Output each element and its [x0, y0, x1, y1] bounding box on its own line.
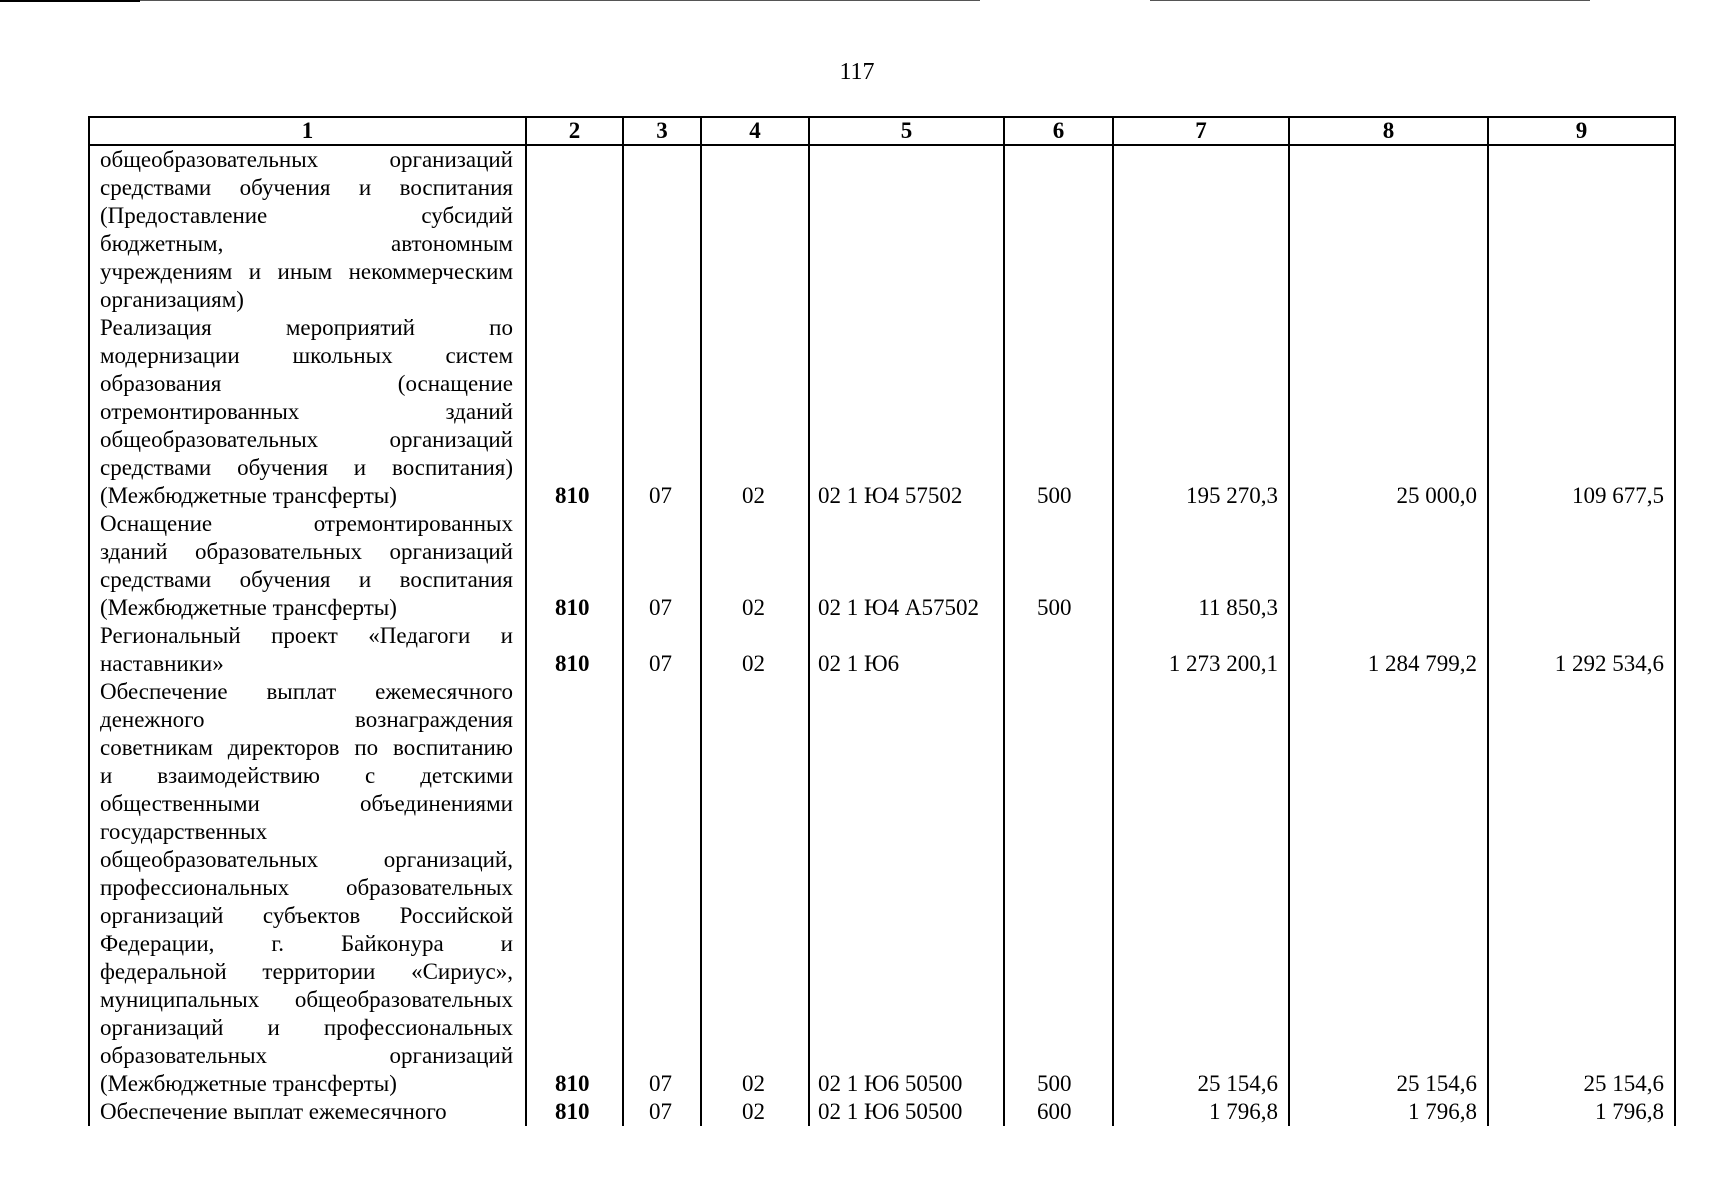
- table-header-row: [89, 117, 1675, 145]
- row-name-line: средствами обучения и воспитания): [100, 455, 513, 480]
- expense-type-cell: 500: [1004, 314, 1113, 510]
- amount-col9-cell: 1 796,8: [1488, 1098, 1675, 1126]
- section-code-cell: 07: [623, 314, 701, 510]
- row-name-line: образования (оснащение: [100, 371, 513, 396]
- row-name-line: государственных: [100, 819, 268, 844]
- row-name-line: Реализация мероприятий по: [100, 315, 513, 340]
- ministry-code-cell: 810: [526, 1098, 623, 1126]
- amount-col9-cell: 109 677,5: [1488, 314, 1675, 510]
- section-code-cell: [623, 145, 701, 314]
- row-name-line: средствами обучения и воспитания: [100, 567, 513, 592]
- target-article-cell: 02 1 Ю4 57502: [809, 314, 1004, 510]
- target-article-cell: 02 1 Ю4 А57502: [809, 510, 1004, 622]
- row-name-cell: [89, 1098, 526, 1126]
- table-row: [89, 314, 1675, 510]
- table-row: [89, 510, 1675, 622]
- row-name-line: организациям): [100, 287, 244, 312]
- amount-col8-cell: 1 796,8: [1289, 1098, 1488, 1126]
- row-name-line: Обеспечение выплат ежемесячного: [100, 679, 513, 704]
- row-name-line: и взаимодействию с детскими: [100, 763, 513, 788]
- ministry-code-cell: 810: [526, 510, 623, 622]
- column-header: 7: [1113, 117, 1289, 145]
- amount-col7-cell: [1113, 145, 1289, 314]
- column-header: 4: [701, 117, 809, 145]
- row-name-line: отремонтированных зданий: [100, 399, 513, 424]
- subsection-code-cell: 02: [701, 1098, 809, 1126]
- column-header: 1: [89, 117, 526, 145]
- table-row: [89, 1098, 1675, 1126]
- page-number: 117: [839, 59, 875, 85]
- row-name-line: общеобразовательных организаций: [100, 427, 513, 452]
- row-name-line: организаций и профессиональных: [100, 1015, 513, 1040]
- table-row: [89, 622, 1675, 678]
- row-name-line: Федерации, г. Байконура и: [100, 931, 513, 956]
- table-row: [89, 678, 1675, 1098]
- section-code-cell: 07: [623, 1098, 701, 1126]
- amount-col9-cell: 25 154,6: [1488, 678, 1675, 1098]
- section-code-cell: 07: [623, 622, 701, 678]
- amount-col8-cell: 25 154,6: [1289, 678, 1488, 1098]
- amount-col9-cell: [1488, 510, 1675, 622]
- column-header: 6: [1004, 117, 1113, 145]
- expense-type-cell: 500: [1004, 678, 1113, 1098]
- ministry-code-cell: 810: [526, 678, 623, 1098]
- row-name-line: общеобразовательных организаций,: [100, 847, 513, 872]
- row-name-line: модернизации школьных систем: [100, 343, 513, 368]
- row-name-cell: [89, 510, 526, 622]
- amount-col7-cell: 25 154,6: [1113, 678, 1289, 1098]
- amount-col9-cell: 1 292 534,6: [1488, 622, 1675, 678]
- ministry-code-cell: 810: [526, 622, 623, 678]
- row-name-line: (Межбюджетные трансферты): [100, 595, 397, 620]
- amount-col7-cell: 195 270,3: [1113, 314, 1289, 510]
- subsection-code-cell: 02: [701, 622, 809, 678]
- column-header: 2: [526, 117, 623, 145]
- column-header: 9: [1488, 117, 1675, 145]
- row-name-line: бюджетным, автономным: [100, 231, 513, 256]
- amount-col7-cell: 1 796,8: [1113, 1098, 1289, 1126]
- row-name-line: организаций субъектов Российской: [100, 903, 513, 928]
- amount-col8-cell: 25 000,0: [1289, 314, 1488, 510]
- expense-type-cell: 600: [1004, 1098, 1113, 1126]
- expense-type-cell: 500: [1004, 510, 1113, 622]
- target-article-cell: 02 1 Ю6 50500: [809, 678, 1004, 1098]
- row-name-line: учреждениям и иным некоммерческим: [100, 259, 513, 284]
- ministry-code-cell: [526, 145, 623, 314]
- amount-col7-cell: 11 850,3: [1113, 510, 1289, 622]
- subsection-code-cell: 02: [701, 314, 809, 510]
- row-name-line: образовательных организаций: [100, 1043, 513, 1068]
- section-code-cell: 07: [623, 678, 701, 1098]
- amount-col8-cell: [1289, 510, 1488, 622]
- row-name-cell: [89, 145, 526, 314]
- row-name-cell: [89, 622, 526, 678]
- row-name-line: муниципальных общеобразовательных: [100, 987, 513, 1012]
- row-name-line: профессиональных образовательных: [100, 875, 513, 900]
- subsection-code-cell: [701, 145, 809, 314]
- target-article-cell: 02 1 Ю6 50500: [809, 1098, 1004, 1126]
- row-name-line: (Предоставление субсидий: [100, 203, 513, 228]
- row-name-line: (Межбюджетные трансферты): [100, 1071, 397, 1096]
- row-name-line: (Межбюджетные трансферты): [100, 483, 397, 508]
- top-scan-rule: [0, 0, 140, 2]
- row-name-line: общеобразовательных организаций: [100, 147, 513, 172]
- amount-col8-cell: 1 284 799,2: [1289, 622, 1488, 678]
- row-name-cell: [89, 678, 526, 1098]
- row-name-line: Региональный проект «Педагоги и: [100, 623, 513, 648]
- expense-type-cell: [1004, 145, 1113, 314]
- target-article-cell: [809, 145, 1004, 314]
- subsection-code-cell: 02: [701, 678, 809, 1098]
- target-article-cell: 02 1 Ю6: [809, 622, 1004, 678]
- subsection-code-cell: 02: [701, 510, 809, 622]
- row-name-line: зданий образовательных организаций: [100, 539, 513, 564]
- amount-col8-cell: [1289, 145, 1488, 314]
- section-code-cell: 07: [623, 510, 701, 622]
- ministry-code-cell: 810: [526, 314, 623, 510]
- amount-col9-cell: [1488, 145, 1675, 314]
- table-body: [89, 145, 1675, 1126]
- row-name-line: средствами обучения и воспитания: [100, 175, 513, 200]
- row-name-line: федеральной территории «Сириус»,: [100, 959, 513, 984]
- row-name-line: Обеспечение выплат ежемесячного: [100, 1099, 447, 1124]
- column-header: 3: [623, 117, 701, 145]
- row-name-cell: [89, 314, 526, 510]
- expense-type-cell: [1004, 622, 1113, 678]
- top-scan-rule: [140, 0, 980, 1]
- top-scan-rule: [1150, 0, 1590, 1]
- amount-col7-cell: 1 273 200,1: [1113, 622, 1289, 678]
- row-name-line: общественными объединениями: [100, 791, 513, 816]
- row-name-line: наставники»: [100, 651, 224, 676]
- column-header: 5: [809, 117, 1004, 145]
- table-row: [89, 145, 1675, 314]
- row-name-line: денежного вознаграждения: [100, 707, 513, 732]
- column-header: 8: [1289, 117, 1488, 145]
- row-name-line: Оснащение отремонтированных: [100, 511, 513, 536]
- budget-table: [88, 116, 1676, 1126]
- row-name-line: советникам директоров по воспитанию: [100, 735, 513, 760]
